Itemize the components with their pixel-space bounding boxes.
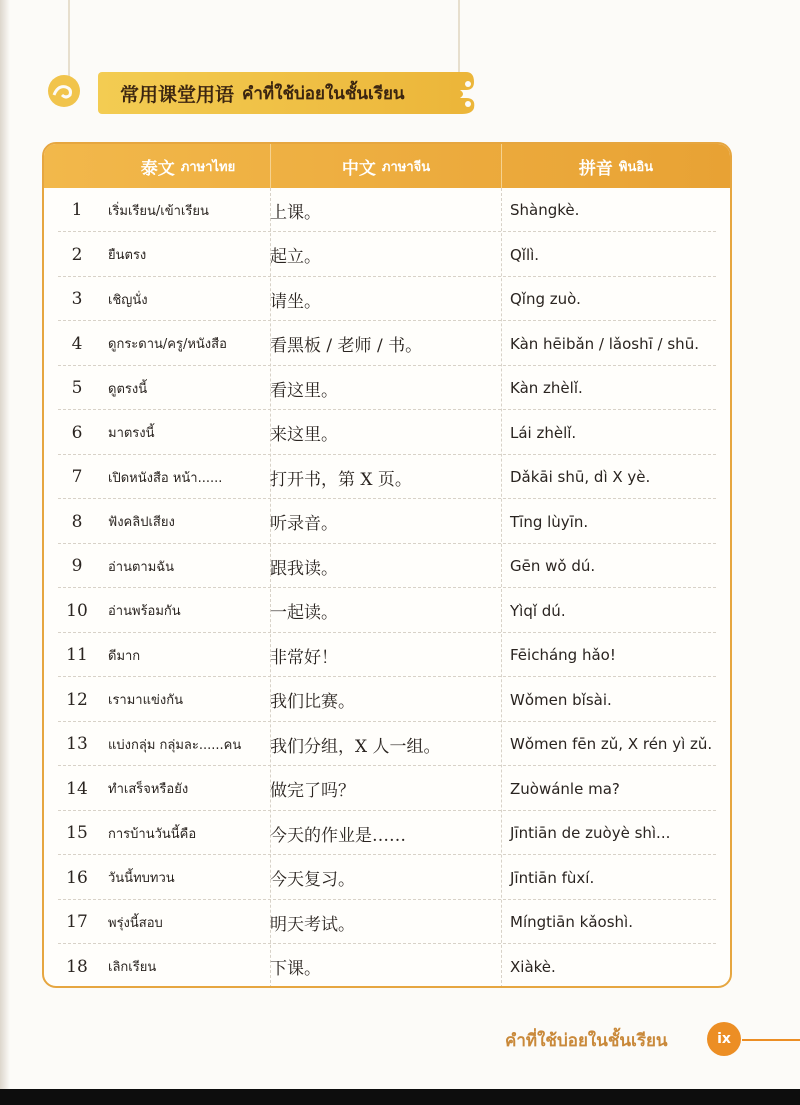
- chinese-phrase: 我们分组，X 人一组。: [270, 736, 441, 757]
- chinese-phrase: 听录音。: [270, 514, 338, 534]
- table-row: [44, 544, 730, 588]
- thai-phrase: เริ่มเรียน/เข้าเรียน: [108, 203, 209, 219]
- row-number: 18: [66, 956, 88, 977]
- chinese-phrase: 打开书，第 X 页。: [270, 469, 412, 490]
- thai-phrase: พรุ่งนี้สอบ: [108, 915, 163, 931]
- scan-bottom-edge: [0, 1089, 800, 1105]
- header-pinyin-cn: 拼音: [578, 158, 613, 179]
- pinyin-phrase: Qǐlì.: [510, 245, 540, 264]
- table-row: [44, 455, 730, 499]
- table-row: [44, 233, 730, 277]
- table-row: [44, 856, 730, 900]
- row-number: 17: [66, 912, 88, 932]
- chinese-phrase: 明天考试。: [270, 914, 355, 935]
- row-number: 13: [66, 734, 88, 754]
- table-row: [44, 188, 730, 232]
- thai-phrase: มาตรงนี้: [108, 426, 155, 441]
- page-number-badge: ix: [707, 1022, 741, 1056]
- pinyin-phrase: Yìqǐ dú.: [510, 601, 566, 620]
- row-number: 5: [71, 378, 83, 398]
- chinese-phrase: 做完了吗？: [270, 781, 355, 801]
- pinyin-phrase: Dǎkāi shū, dì X yè.: [510, 468, 651, 486]
- chinese-phrase: 一起读。: [270, 603, 338, 623]
- pinyin-phrase: Jīntiān de zuòyè shì...: [510, 824, 671, 842]
- chinese-phrase: 非常好！: [270, 647, 338, 668]
- thai-phrase: วันนี้ทบทวน: [108, 871, 175, 886]
- pinyin-phrase: Qǐng zuò.: [510, 290, 581, 308]
- pinyin-phrase: Tīng lùyīn.: [510, 512, 589, 531]
- footer-rule: [742, 1039, 800, 1041]
- table-row: [44, 411, 730, 455]
- table-row: [44, 900, 730, 944]
- thai-phrase: ฟังคลิปเสียง: [108, 515, 175, 530]
- pinyin-phrase: Kàn hēibǎn / lǎoshī / shū.: [510, 334, 699, 353]
- thai-phrase: เปิดหนังสือ หน้า......: [108, 470, 223, 486]
- section-banner: [98, 72, 460, 114]
- pinyin-phrase: Shàngkè.: [510, 201, 580, 219]
- row-number: 14: [66, 778, 88, 799]
- banner-title-thai: คำที่ใช้บ่อยในชั้นเรียน: [242, 83, 405, 104]
- thai-phrase: การบ้านวันนี้คือ: [108, 826, 197, 842]
- row-number: 12: [66, 689, 88, 710]
- header-chinese-cn: 中文: [341, 158, 376, 179]
- chinese-phrase: 起立。: [270, 247, 321, 267]
- row-number: 6: [71, 422, 83, 443]
- page-edge-shadow: [0, 0, 10, 1105]
- pinyin-phrase: Gēn wǒ dú.: [510, 557, 596, 575]
- chinese-phrase: 今天复习。: [270, 870, 355, 890]
- pinyin-phrase: Lái zhèlǐ.: [510, 423, 577, 442]
- thai-phrase: เรามาแข่งกัน: [108, 693, 183, 708]
- table-row: [44, 767, 730, 811]
- thai-phrase: ยืนตรง: [108, 248, 147, 263]
- chinese-phrase: 看这里。: [270, 380, 338, 401]
- thai-phrase: ดูกระดาน/ครู/หนังสือ: [108, 337, 227, 352]
- pinyin-phrase: Fēicháng hǎo!: [510, 646, 616, 664]
- pinyin-phrase: Wǒmen bǐsài.: [510, 690, 612, 709]
- header-pinyin-th: พินอิน: [618, 159, 654, 175]
- table-row: [44, 366, 730, 410]
- thai-phrase: อ่านตามฉัน: [108, 559, 175, 575]
- chinese-phrase: 上课。: [270, 202, 321, 223]
- chinese-phrase: 跟我读。: [270, 558, 338, 579]
- pinyin-phrase: Wǒmen fēn zǔ, X rén yì zǔ.: [510, 735, 713, 753]
- pinyin-phrase: Kàn zhèlǐ.: [510, 379, 583, 397]
- table-row: [44, 322, 730, 366]
- row-number: 3: [71, 289, 83, 309]
- table-row: [44, 277, 730, 321]
- table-row: [44, 722, 730, 766]
- row-number: 15: [66, 823, 88, 843]
- header-chinese-column: [271, 144, 501, 188]
- row-number: 1: [71, 200, 83, 220]
- table-row: [44, 811, 730, 855]
- header-pinyin-column: [502, 144, 730, 188]
- chinese-phrase: 看黑板 / 老师 / 书。: [270, 336, 423, 356]
- header-thai-cn: 泰文: [140, 158, 175, 179]
- banner-title-chinese: 常用课堂用语: [120, 83, 235, 106]
- thai-phrase: อ่านพร้อมกัน: [108, 604, 181, 619]
- pinyin-phrase: Jīntiān fùxí.: [510, 868, 595, 887]
- row-number: 11: [66, 645, 88, 665]
- header-thai-th: ภาษาไทย: [180, 159, 236, 175]
- cloud-ornament-icon: [46, 73, 82, 109]
- pinyin-phrase: Míngtiān kǎoshì.: [510, 913, 633, 931]
- chinese-phrase: 我们比赛。: [270, 692, 355, 712]
- table-header: [44, 144, 730, 188]
- footer-section-title: คำที่ใช้บ่อยในชั้นเรียน: [505, 1030, 668, 1051]
- banner-tail-ornament-icon: [452, 72, 478, 114]
- table-row: [44, 945, 730, 989]
- thai-phrase: เชิญนั่ง: [108, 292, 148, 308]
- chinese-phrase: 来这里。: [270, 425, 338, 445]
- phrase-table: [42, 142, 732, 988]
- row-number: 7: [71, 467, 83, 487]
- table-row: [44, 500, 730, 544]
- thai-phrase: ดูตรงนี้: [108, 381, 148, 397]
- chinese-phrase: 今天的作业是……: [270, 825, 406, 846]
- row-number: 8: [71, 511, 83, 532]
- row-number: 4: [71, 333, 83, 354]
- thai-phrase: แบ่งกลุ่ม กลุ่มละ......คน: [108, 737, 242, 753]
- row-number: 2: [71, 244, 83, 265]
- chinese-phrase: 请坐。: [270, 291, 321, 312]
- table-row: [44, 589, 730, 633]
- thai-phrase: ทำเสร็จหรือยัง: [108, 782, 189, 797]
- table-row: [44, 678, 730, 722]
- chinese-phrase: 下课。: [270, 959, 321, 979]
- pinyin-phrase: Zuòwánle ma?: [510, 779, 620, 798]
- top-frame-decoration: [68, 0, 460, 78]
- pinyin-phrase: Xiàkè.: [510, 957, 556, 976]
- thai-phrase: ดีมาก: [108, 648, 141, 664]
- header-thai-column: [108, 144, 268, 188]
- thai-phrase: เลิกเรียน: [108, 960, 157, 975]
- row-number: 10: [66, 600, 88, 621]
- row-number: 9: [71, 556, 83, 576]
- row-number: 16: [66, 867, 88, 888]
- header-chinese-th: ภาษาจีน: [381, 159, 431, 175]
- table-row: [44, 633, 730, 677]
